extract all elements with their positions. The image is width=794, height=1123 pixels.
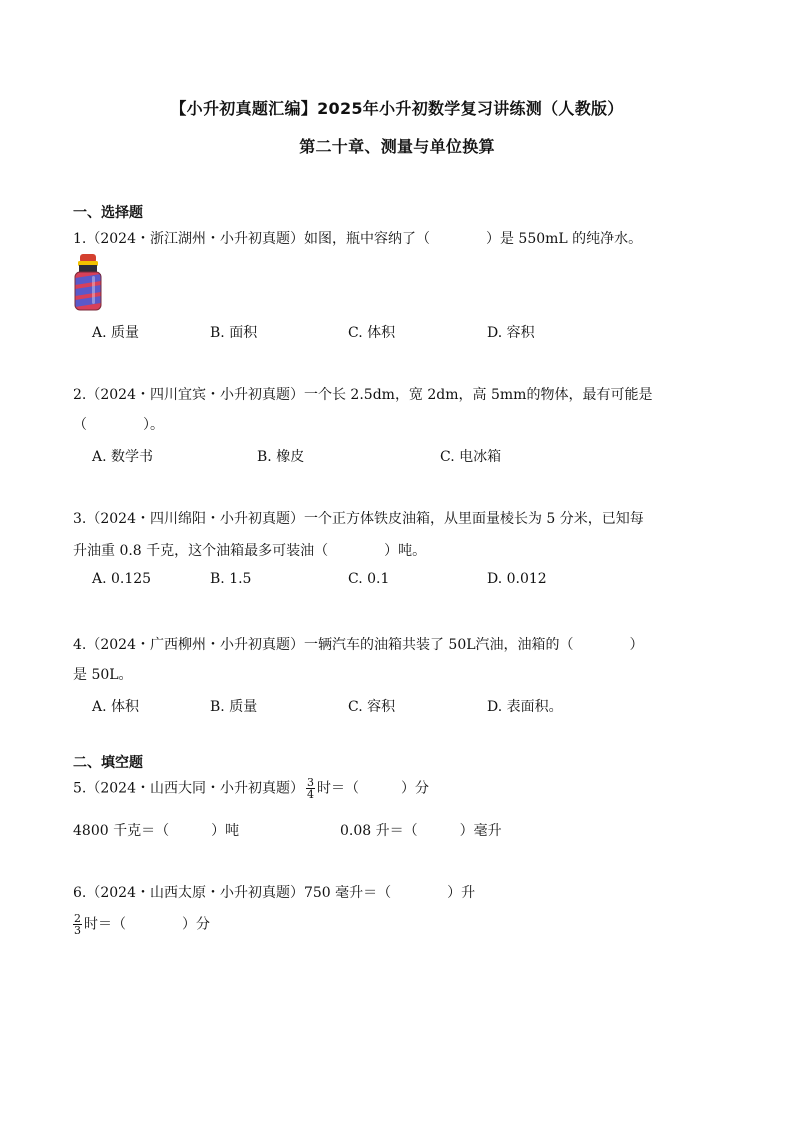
question-6-stem: 6.（2024・山西太原・小升初真题）750 毫升＝（ ）升	[73, 885, 476, 901]
question-3-option-c[interactable]: C. 0.1	[348, 571, 390, 587]
question-5-blank-milliliters: 0.08 升＝（ ）毫升	[340, 823, 502, 839]
question-3-stem-line1: 3.（2024・四川绵阳・小升初真题）一个正方体铁皮油箱，从里面量棱长为 5 分米，已知每	[73, 511, 644, 527]
page-title: 【小升初真题汇编】2025年小升初数学复习讲练测（人教版）	[170, 99, 624, 118]
question-1-option-d[interactable]: D. 容积	[487, 325, 535, 341]
question-4-stem-line2: 是 50L。	[73, 667, 133, 683]
question-5-blank-tons: 4800 千克＝（ ）吨	[73, 823, 240, 839]
question-5-prefix: 5.（2024・山西大同・小升初真题）	[73, 780, 304, 797]
question-6-suffix: 时＝（ ）分	[84, 916, 210, 933]
question-2-option-c[interactable]: C. 电冰箱	[440, 449, 502, 465]
fraction-three-quarters	[306, 777, 315, 800]
question-4-stem-line1: 4.（2024・广西柳州・小升初真题）一辆汽车的油箱共装了 50L汽油，油箱的（ ）	[73, 637, 644, 653]
question-3-stem-line2: 升油重 0.8 千克，这个油箱最多可装油（ ）吨。	[73, 543, 427, 559]
fraction-denominator: 3	[74, 924, 81, 937]
question-3-option-d[interactable]: D. 0.012	[487, 571, 547, 587]
chapter-title: 第二十章、测量与单位换算	[299, 137, 495, 156]
fraction-two-thirds	[73, 913, 82, 936]
question-4-option-a[interactable]: A. 体积	[92, 699, 140, 715]
question-2-stem-line2: （ ）。	[73, 417, 164, 433]
question-3-option-b[interactable]: B. 1.5	[210, 571, 252, 587]
section-heading-choice: 一、选择题	[73, 205, 143, 221]
water-bottle-icon	[70, 254, 106, 312]
question-5-stem	[73, 777, 429, 800]
question-1-option-a[interactable]: A. 质量	[92, 325, 140, 341]
question-4-option-b[interactable]: B. 质量	[210, 699, 258, 715]
fraction-numerator: 2	[74, 912, 81, 925]
fraction-denominator: 4	[307, 788, 314, 801]
question-6-line2	[73, 913, 210, 936]
question-1-stem: 1.（2024・浙江湖州・小升初真题）如图，瓶中容纳了（ ）是 550mL 的纯净水。	[73, 231, 643, 247]
question-5-suffix: 时＝（ ）分	[317, 780, 429, 797]
question-2-option-a[interactable]: A. 数学书	[92, 449, 154, 465]
question-1-option-c[interactable]: C. 体积	[348, 325, 396, 341]
question-3-option-a[interactable]: A. 0.125	[92, 571, 152, 587]
question-1-option-b[interactable]: B. 面积	[210, 325, 258, 341]
question-2-stem-line1: 2.（2024・四川宜宾・小升初真题）一个长 2.5dm，宽 2dm，高 5mm的物体，最有可能是	[73, 387, 653, 403]
question-2-option-b[interactable]: B. 橡皮	[257, 449, 305, 465]
question-4-option-d[interactable]: D. 表面积。	[487, 699, 563, 715]
question-4-option-c[interactable]: C. 容积	[348, 699, 396, 715]
fraction-numerator: 3	[307, 776, 314, 789]
section-heading-fill: 二、填空题	[73, 755, 143, 771]
